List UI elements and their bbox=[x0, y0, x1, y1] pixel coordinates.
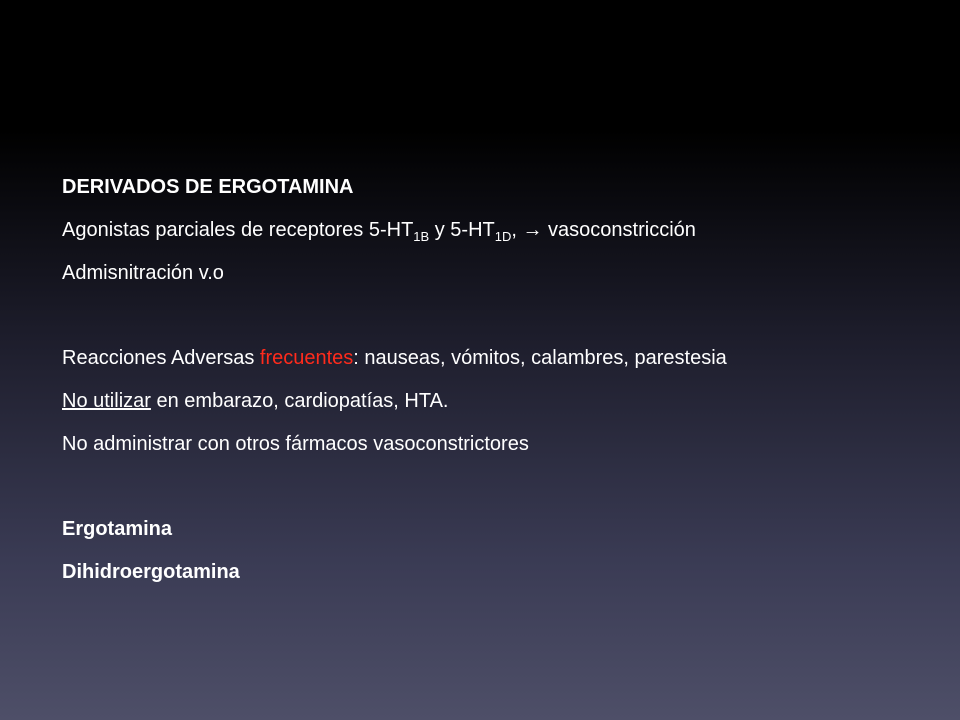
agonists-suffix: , → vasoconstricción bbox=[511, 219, 696, 241]
agonists-middle: y 5-HT bbox=[429, 219, 495, 241]
adverse-reactions-line bbox=[62, 343, 942, 373]
agonists-prefix: Agonistas parciales de receptores 5-HT bbox=[62, 219, 414, 241]
contraindication-suffix: en embarazo, cardiopatías, HTA. bbox=[150, 390, 449, 412]
section-heading: DERIVADOS DE ERGOTAMINA bbox=[62, 176, 354, 198]
interaction-line: No administrar con otros fármacos vasoconstrictores bbox=[62, 433, 529, 455]
drug-name: Ergotamina bbox=[62, 518, 173, 540]
spacer bbox=[62, 301, 942, 343]
drug-name: Dihidroergotamina bbox=[62, 561, 240, 583]
agonists-line bbox=[62, 215, 942, 245]
receptor-subscript-1b: 1B bbox=[413, 229, 430, 244]
adverse-highlight: frecuentes bbox=[259, 347, 354, 369]
slide-content bbox=[62, 172, 942, 600]
contraindication-underlined: No utilizar bbox=[62, 390, 151, 412]
adverse-prefix: Reacciones Adversas bbox=[62, 347, 260, 369]
receptor-subscript-1d: 1D bbox=[494, 229, 512, 244]
administration-line: Admisnitración v.o bbox=[62, 262, 224, 284]
spacer bbox=[62, 472, 942, 514]
contraindication-line bbox=[62, 386, 942, 416]
adverse-suffix: : nauseas, vómitos, calambres, parestesia bbox=[353, 347, 727, 369]
